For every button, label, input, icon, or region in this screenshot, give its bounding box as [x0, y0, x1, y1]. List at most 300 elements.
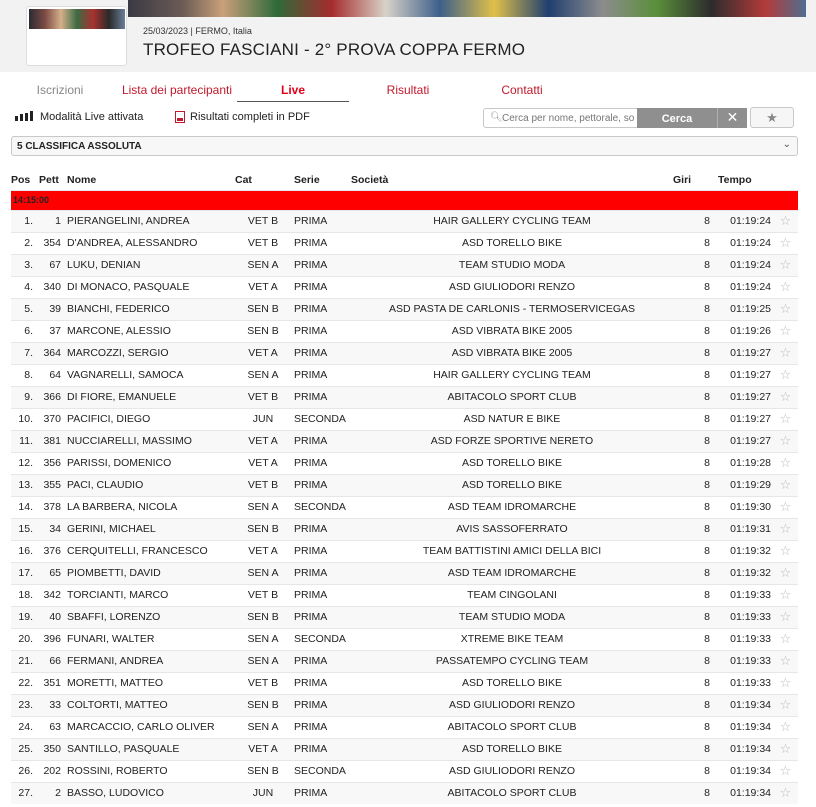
- cell-giri: 8: [673, 320, 718, 342]
- cell-tempo: 01:19:29: [718, 474, 773, 496]
- cell-nome: SBAFFI, LORENZO: [61, 606, 235, 628]
- favorite-star-icon[interactable]: ☆: [773, 298, 798, 320]
- cell-cat: VET B: [235, 474, 291, 496]
- table-row[interactable]: [11, 452, 798, 474]
- favorite-star-icon[interactable]: ☆: [773, 716, 798, 738]
- cell-giri: 8: [673, 650, 718, 672]
- cell-societa: ABITACOLO SPORT CLUB: [351, 716, 673, 738]
- cell-pett: 354: [39, 232, 61, 254]
- cell-nome: ROSSINI, ROBERTO: [61, 760, 235, 782]
- table-row[interactable]: [11, 254, 798, 276]
- cell-tempo: 01:19:34: [718, 782, 773, 804]
- header-pett[interactable]: Pett: [39, 170, 61, 190]
- cell-giri: 8: [673, 298, 718, 320]
- favorite-star-icon[interactable]: ☆: [773, 474, 798, 496]
- favorite-star-icon[interactable]: ☆: [773, 650, 798, 672]
- cell-nome: FUNARI, WALTER: [61, 628, 235, 650]
- cell-nome: LA BARBERA, NICOLA: [61, 496, 235, 518]
- cell-societa: ASD VIBRATA BIKE 2005: [351, 320, 673, 342]
- cell-cat: SEN A: [235, 364, 291, 386]
- cell-societa: PASSATEMPO CYCLING TEAM: [351, 650, 673, 672]
- cell-serie: SECONDA: [291, 496, 351, 518]
- event-logo: [26, 6, 127, 66]
- cell-pos: 3.: [11, 254, 39, 276]
- cell-pos: 22.: [11, 672, 39, 694]
- cell-cat: VET B: [235, 584, 291, 606]
- cell-pett: 340: [39, 276, 61, 298]
- cell-tempo: 01:19:34: [718, 716, 773, 738]
- favorite-star-icon[interactable]: ☆: [773, 672, 798, 694]
- cell-tempo: 01:19:33: [718, 606, 773, 628]
- cell-societa: ASD TORELLO BIKE: [351, 672, 673, 694]
- cell-nome: MARCONE, ALESSIO: [61, 320, 235, 342]
- cell-pos: 6.: [11, 320, 39, 342]
- cell-tempo: 01:19:24: [718, 232, 773, 254]
- table-row[interactable]: [11, 650, 798, 672]
- table-row[interactable]: [11, 276, 798, 298]
- cell-pos: 13.: [11, 474, 39, 496]
- header-nome[interactable]: Nome: [61, 170, 235, 190]
- cell-nome: COLTORTI, MATTEO: [61, 694, 235, 716]
- cell-giri: 8: [673, 452, 718, 474]
- search-input[interactable]: [502, 111, 634, 125]
- table-row[interactable]: [11, 760, 798, 782]
- cell-giri: 8: [673, 474, 718, 496]
- cell-serie: SECONDA: [291, 628, 351, 650]
- search-box: [483, 108, 638, 128]
- cell-cat: SEN A: [235, 628, 291, 650]
- table-row[interactable]: [11, 298, 798, 320]
- results-table: [11, 170, 798, 804]
- cell-pett: 396: [39, 628, 61, 650]
- favorite-star-icon[interactable]: ☆: [773, 584, 798, 606]
- table-row[interactable]: [11, 540, 798, 562]
- cell-giri: 8: [673, 738, 718, 760]
- cell-pett: 64: [39, 364, 61, 386]
- cell-cat: VET A: [235, 276, 291, 298]
- cell-societa: TEAM CINGOLANI: [351, 584, 673, 606]
- cell-serie: PRIMA: [291, 540, 351, 562]
- favorite-star-icon[interactable]: ☆: [773, 430, 798, 452]
- cell-giri: 8: [673, 342, 718, 364]
- cell-pos: 19.: [11, 606, 39, 628]
- event-logo-image: [29, 9, 125, 29]
- cell-cat: VET B: [235, 210, 291, 232]
- cell-giri: 8: [673, 672, 718, 694]
- cell-nome: FERMANI, ANDREA: [61, 650, 235, 672]
- cell-pos: 7.: [11, 342, 39, 364]
- table-row[interactable]: [11, 518, 798, 540]
- table-row[interactable]: [11, 716, 798, 738]
- cell-serie: PRIMA: [291, 342, 351, 364]
- table-header-row: [11, 170, 798, 190]
- table-row[interactable]: [11, 342, 798, 364]
- cell-societa: ASD TEAM IDROMARCHE: [351, 562, 673, 584]
- favorite-star-icon[interactable]: ☆: [773, 210, 798, 232]
- cell-cat: SEN A: [235, 716, 291, 738]
- cell-tempo: 01:19:34: [718, 760, 773, 782]
- cell-tempo: 01:19:33: [718, 628, 773, 650]
- cell-nome: TORCIANTI, MARCO: [61, 584, 235, 606]
- cell-serie: PRIMA: [291, 694, 351, 716]
- cell-pett: 342: [39, 584, 61, 606]
- cell-tempo: 01:19:27: [718, 408, 773, 430]
- cell-tempo: 01:19:24: [718, 210, 773, 232]
- favorites-button[interactable]: ★: [750, 107, 794, 128]
- cell-pett: 1: [39, 210, 61, 232]
- cell-societa: ASD TEAM IDROMARCHE: [351, 496, 673, 518]
- favorite-star-icon[interactable]: ☆: [773, 540, 798, 562]
- cell-cat: SEN B: [235, 320, 291, 342]
- cell-pos: 8.: [11, 364, 39, 386]
- favorite-star-icon[interactable]: ☆: [773, 386, 798, 408]
- time-group-row: [11, 190, 798, 210]
- cell-serie: PRIMA: [291, 474, 351, 496]
- cell-giri: 8: [673, 716, 718, 738]
- cell-tempo: 01:19:27: [718, 386, 773, 408]
- cell-cat: SEN B: [235, 694, 291, 716]
- cell-pett: 370: [39, 408, 61, 430]
- cell-pett: 33: [39, 694, 61, 716]
- search-button[interactable]: Cerca: [637, 108, 717, 128]
- tab-risultati[interactable]: Risultati: [386, 83, 430, 97]
- table-row[interactable]: [11, 738, 798, 760]
- cell-pos: 27.: [11, 782, 39, 804]
- cell-serie: PRIMA: [291, 210, 351, 232]
- cell-tempo: 01:19:25: [718, 298, 773, 320]
- cell-societa: ASD GIULIODORI RENZO: [351, 694, 673, 716]
- header-banner-image: [128, 0, 806, 17]
- tab-lista-partecipanti[interactable]: Lista dei partecipanti: [121, 83, 233, 97]
- tab-bar: [0, 80, 816, 102]
- table-row[interactable]: [11, 694, 798, 716]
- cell-pos: 12.: [11, 452, 39, 474]
- cell-societa: HAIR GALLERY CYCLING TEAM: [351, 364, 673, 386]
- cell-giri: 8: [673, 782, 718, 804]
- live-mode-label: Modalità Live attivata: [40, 111, 144, 123]
- search-icon: 🔍︎: [490, 112, 503, 123]
- table-row[interactable]: [11, 782, 798, 804]
- cell-tempo: 01:19:30: [718, 496, 773, 518]
- favorite-star-icon[interactable]: ☆: [773, 738, 798, 760]
- cell-nome: PACIFICI, DIEGO: [61, 408, 235, 430]
- cell-pett: 355: [39, 474, 61, 496]
- cell-giri: 8: [673, 540, 718, 562]
- cell-societa: TEAM BATTISTINI AMICI DELLA BICI: [351, 540, 673, 562]
- pdf-results-label: Risultati completi in PDF: [190, 111, 310, 123]
- cell-nome: VAGNARELLI, SAMOCA: [61, 364, 235, 386]
- table-row[interactable]: [11, 320, 798, 342]
- header-pos[interactable]: Pos: [11, 170, 39, 190]
- cell-cat: VET A: [235, 738, 291, 760]
- cell-serie: PRIMA: [291, 650, 351, 672]
- favorite-star-icon[interactable]: ☆: [773, 496, 798, 518]
- cell-pett: 39: [39, 298, 61, 320]
- cell-nome: NUCCIARELLI, MASSIMO: [61, 430, 235, 452]
- cell-serie: PRIMA: [291, 386, 351, 408]
- favorite-star-icon[interactable]: ☆: [773, 606, 798, 628]
- cell-nome: CERQUITELLI, FRANCESCO: [61, 540, 235, 562]
- cell-giri: 8: [673, 276, 718, 298]
- table-row[interactable]: [11, 496, 798, 518]
- cell-pos: 21.: [11, 650, 39, 672]
- table-row[interactable]: [11, 210, 798, 232]
- event-title: TROFEO FASCIANI - 2° PROVA COPPA FERMO: [143, 40, 526, 59]
- cell-cat: SEN B: [235, 760, 291, 782]
- cell-giri: 8: [673, 232, 718, 254]
- cell-pos: 9.: [11, 386, 39, 408]
- live-mode-toggle[interactable]: [15, 111, 143, 123]
- header-favorite: [773, 170, 798, 190]
- event-date-location: 25/03/2023 | FERMO, Italia: [143, 26, 252, 36]
- cell-pett: 366: [39, 386, 61, 408]
- cell-serie: PRIMA: [291, 518, 351, 540]
- cell-pett: 37: [39, 320, 61, 342]
- table-row[interactable]: [11, 430, 798, 452]
- cell-giri: 8: [673, 694, 718, 716]
- cell-serie: PRIMA: [291, 584, 351, 606]
- cell-serie: PRIMA: [291, 606, 351, 628]
- cell-pett: 67: [39, 254, 61, 276]
- table-row[interactable]: [11, 474, 798, 496]
- time-group-label: 14:15:00: [11, 190, 798, 210]
- cell-cat: VET B: [235, 232, 291, 254]
- cell-serie: PRIMA: [291, 232, 351, 254]
- cell-tempo: 01:19:27: [718, 342, 773, 364]
- header-serie[interactable]: Serie: [291, 170, 351, 190]
- cell-societa: ASD VIBRATA BIKE 2005: [351, 342, 673, 364]
- cell-nome: BASSO, LUDOVICO: [61, 782, 235, 804]
- cell-pett: 378: [39, 496, 61, 518]
- cell-cat: VET B: [235, 672, 291, 694]
- tab-live[interactable]: Live: [237, 80, 349, 102]
- cell-tempo: 01:19:32: [718, 540, 773, 562]
- cell-tempo: 01:19:34: [718, 738, 773, 760]
- header-cat[interactable]: Cat: [235, 170, 291, 190]
- cell-serie: PRIMA: [291, 782, 351, 804]
- pdf-results-link[interactable]: [175, 111, 310, 123]
- cell-tempo: 01:19:24: [718, 254, 773, 276]
- cell-serie: PRIMA: [291, 276, 351, 298]
- cell-tempo: 01:19:33: [718, 650, 773, 672]
- table-row[interactable]: [11, 606, 798, 628]
- cell-tempo: 01:19:24: [718, 276, 773, 298]
- cell-societa: ASD GIULIODORI RENZO: [351, 760, 673, 782]
- cell-cat: SEN B: [235, 298, 291, 320]
- header-societa[interactable]: Società: [351, 170, 673, 190]
- cell-pett: 202: [39, 760, 61, 782]
- cell-cat: VET A: [235, 342, 291, 364]
- favorite-star-icon[interactable]: ☆: [773, 562, 798, 584]
- cell-pos: 11.: [11, 430, 39, 452]
- cell-giri: 8: [673, 210, 718, 232]
- cell-cat: VET A: [235, 452, 291, 474]
- cell-cat: SEN A: [235, 650, 291, 672]
- favorite-star-icon[interactable]: ☆: [773, 694, 798, 716]
- cell-tempo: 01:19:31: [718, 518, 773, 540]
- favorite-star-icon[interactable]: ☆: [773, 364, 798, 386]
- cell-cat: JUN: [235, 408, 291, 430]
- cell-societa: ASD TORELLO BIKE: [351, 452, 673, 474]
- cell-societa: TEAM STUDIO MODA: [351, 606, 673, 628]
- cell-serie: PRIMA: [291, 738, 351, 760]
- cell-nome: LUKU, DENIAN: [61, 254, 235, 276]
- favorite-star-icon[interactable]: ☆: [773, 320, 798, 342]
- cell-nome: BIANCHI, FEDERICO: [61, 298, 235, 320]
- cell-pos: 23.: [11, 694, 39, 716]
- header-tempo[interactable]: Tempo: [718, 170, 773, 190]
- cell-pett: 351: [39, 672, 61, 694]
- cell-pos: 4.: [11, 276, 39, 298]
- favorite-star-icon[interactable]: ☆: [773, 452, 798, 474]
- cell-societa: HAIR GALLERY CYCLING TEAM: [351, 210, 673, 232]
- cell-nome: DI FIORE, EMANUELE: [61, 386, 235, 408]
- table-row[interactable]: [11, 562, 798, 584]
- cell-tempo: 01:19:28: [718, 452, 773, 474]
- cell-pos: 24.: [11, 716, 39, 738]
- cell-nome: PIOMBETTI, DAVID: [61, 562, 235, 584]
- cell-serie: PRIMA: [291, 562, 351, 584]
- cell-pos: 1.: [11, 210, 39, 232]
- cell-pett: 34: [39, 518, 61, 540]
- cell-cat: SEN A: [235, 562, 291, 584]
- cell-giri: 8: [673, 760, 718, 782]
- cell-cat: JUN: [235, 782, 291, 804]
- cell-pett: 40: [39, 606, 61, 628]
- cell-giri: 8: [673, 386, 718, 408]
- cell-cat: SEN B: [235, 518, 291, 540]
- cell-pett: 350: [39, 738, 61, 760]
- cell-giri: 8: [673, 364, 718, 386]
- cell-societa: ASD TORELLO BIKE: [351, 474, 673, 496]
- cell-nome: DI MONACO, PASQUALE: [61, 276, 235, 298]
- cell-giri: 8: [673, 430, 718, 452]
- cell-pett: 381: [39, 430, 61, 452]
- clear-search-button[interactable]: ✕: [717, 108, 747, 128]
- cell-nome: MORETTI, MATTEO: [61, 672, 235, 694]
- cell-giri: 8: [673, 408, 718, 430]
- category-select[interactable]: [11, 136, 798, 156]
- cell-nome: MARCOZZI, SERGIO: [61, 342, 235, 364]
- tab-iscrizioni[interactable]: Iscrizioni: [36, 83, 84, 97]
- table-row[interactable]: [11, 672, 798, 694]
- cell-pett: 65: [39, 562, 61, 584]
- cell-societa: ASD GIULIODORI RENZO: [351, 276, 673, 298]
- cell-nome: PARISSI, DOMENICO: [61, 452, 235, 474]
- cell-pos: 25.: [11, 738, 39, 760]
- cell-pos: 5.: [11, 298, 39, 320]
- cell-pos: 26.: [11, 760, 39, 782]
- cell-pos: 18.: [11, 584, 39, 606]
- cell-nome: GERINI, MICHAEL: [61, 518, 235, 540]
- cell-societa: ABITACOLO SPORT CLUB: [351, 386, 673, 408]
- table-row[interactable]: [11, 364, 798, 386]
- table-row[interactable]: [11, 232, 798, 254]
- cell-societa: TEAM STUDIO MODA: [351, 254, 673, 276]
- cell-serie: PRIMA: [291, 672, 351, 694]
- cell-societa: XTREME BIKE TEAM: [351, 628, 673, 650]
- cell-giri: 8: [673, 496, 718, 518]
- cell-pos: 2.: [11, 232, 39, 254]
- table-row[interactable]: [11, 584, 798, 606]
- cell-pos: 14.: [11, 496, 39, 518]
- cell-serie: PRIMA: [291, 452, 351, 474]
- favorite-star-icon[interactable]: ☆: [773, 276, 798, 298]
- cell-cat: VET A: [235, 430, 291, 452]
- cell-tempo: 01:19:26: [718, 320, 773, 342]
- cell-tempo: 01:19:27: [718, 364, 773, 386]
- cell-pos: 17.: [11, 562, 39, 584]
- cell-cat: SEN A: [235, 254, 291, 276]
- cell-giri: 8: [673, 518, 718, 540]
- table-row[interactable]: [11, 408, 798, 430]
- cell-serie: PRIMA: [291, 716, 351, 738]
- cell-pos: 10.: [11, 408, 39, 430]
- cell-pett: 66: [39, 650, 61, 672]
- cell-serie: PRIMA: [291, 430, 351, 452]
- cell-serie: SECONDA: [291, 760, 351, 782]
- cell-societa: ASD TORELLO BIKE: [351, 232, 673, 254]
- cell-nome: MARCACCIO, CARLO OLIVER: [61, 716, 235, 738]
- cell-tempo: 01:19:33: [718, 672, 773, 694]
- favorite-star-icon[interactable]: ☆: [773, 782, 798, 804]
- cell-societa: ASD NATUR E BIKE: [351, 408, 673, 430]
- cell-serie: PRIMA: [291, 364, 351, 386]
- cell-serie: PRIMA: [291, 298, 351, 320]
- header-giri[interactable]: Giri: [673, 170, 718, 190]
- tab-contatti[interactable]: Contatti: [501, 83, 543, 97]
- cell-cat: SEN A: [235, 496, 291, 518]
- favorite-star-icon[interactable]: ☆: [773, 628, 798, 650]
- favorite-star-icon[interactable]: ☆: [773, 760, 798, 782]
- cell-nome: D'ANDREA, ALESSANDRO: [61, 232, 235, 254]
- cell-pett: 376: [39, 540, 61, 562]
- favorite-star-icon[interactable]: ☆: [773, 518, 798, 540]
- signal-bars-icon: [15, 112, 37, 122]
- cell-pos: 20.: [11, 628, 39, 650]
- chevron-down-icon: ⌄: [782, 139, 791, 150]
- cell-giri: 8: [673, 254, 718, 276]
- category-select-value: 5 CLASSIFICA ASSOLUTA: [17, 141, 142, 152]
- favorite-star-icon[interactable]: ☆: [773, 254, 798, 276]
- cell-nome: SANTILLO, PASQUALE: [61, 738, 235, 760]
- cell-pett: 364: [39, 342, 61, 364]
- favorite-star-icon[interactable]: ☆: [773, 408, 798, 430]
- pdf-icon: [175, 111, 185, 123]
- favorite-star-icon[interactable]: ☆: [773, 232, 798, 254]
- cell-giri: 8: [673, 628, 718, 650]
- cell-pos: 16.: [11, 540, 39, 562]
- cell-cat: VET B: [235, 386, 291, 408]
- cell-serie: PRIMA: [291, 254, 351, 276]
- cell-pett: 63: [39, 716, 61, 738]
- cell-societa: ASD PASTA DE CARLONIS - TERMOSERVICEGAS: [351, 298, 673, 320]
- cell-tempo: 01:19:34: [718, 694, 773, 716]
- cell-cat: SEN B: [235, 606, 291, 628]
- cell-pos: 15.: [11, 518, 39, 540]
- favorite-star-icon[interactable]: ☆: [773, 342, 798, 364]
- cell-nome: PACI, CLAUDIO: [61, 474, 235, 496]
- cell-societa: ASD TORELLO BIKE: [351, 738, 673, 760]
- cell-giri: 8: [673, 562, 718, 584]
- cell-giri: 8: [673, 584, 718, 606]
- cell-tempo: 01:19:32: [718, 562, 773, 584]
- cell-serie: PRIMA: [291, 320, 351, 342]
- table-row[interactable]: [11, 386, 798, 408]
- cell-societa: AVIS SASSOFERRATO: [351, 518, 673, 540]
- table-row[interactable]: [11, 628, 798, 650]
- toolbar: [0, 106, 816, 130]
